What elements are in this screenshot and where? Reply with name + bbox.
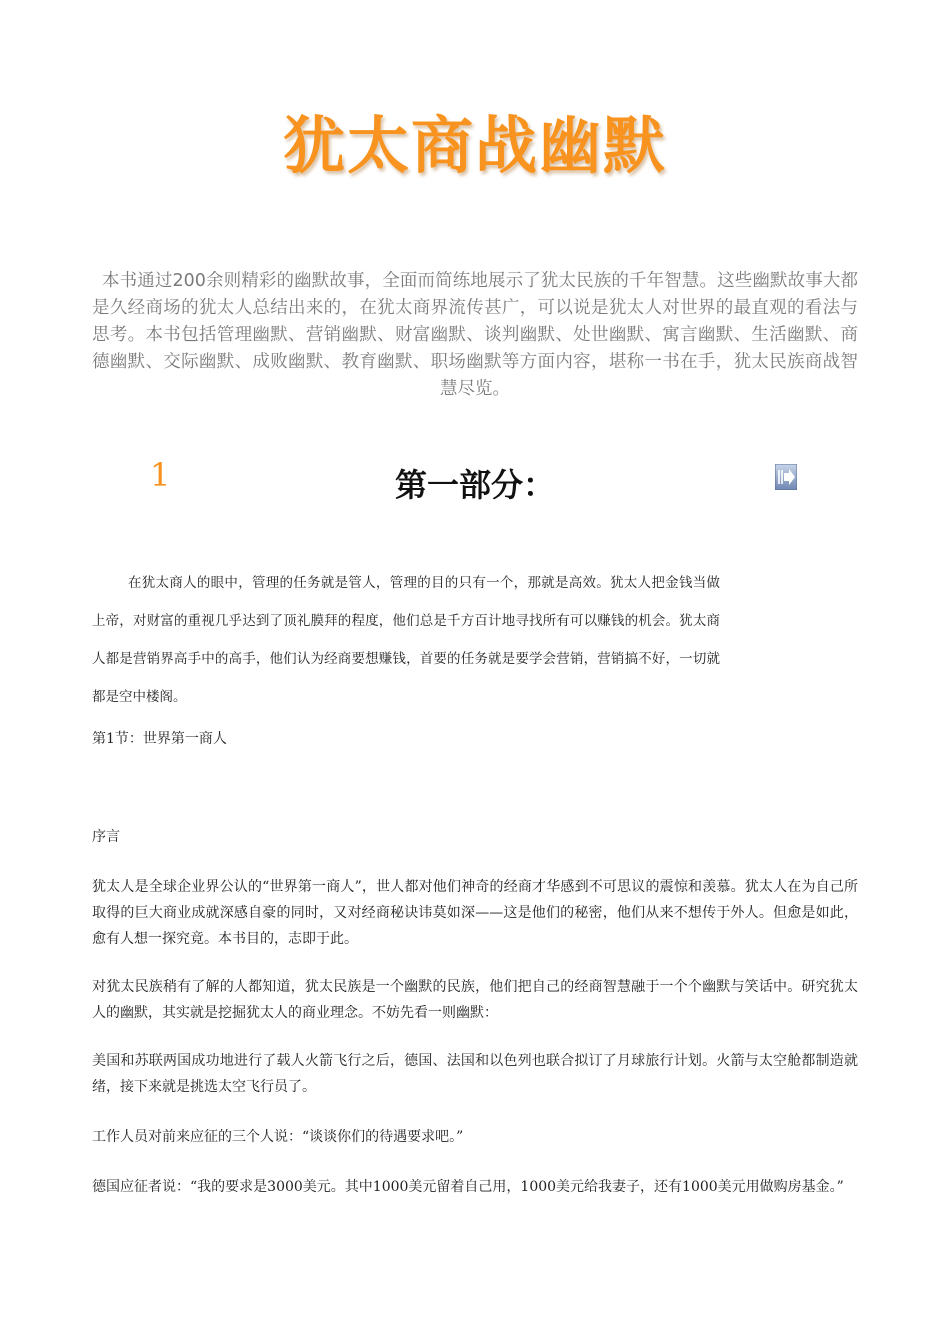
part-number: 1	[150, 456, 171, 494]
part-title: 第一部分：	[394, 466, 555, 504]
preface-heading: 序言	[92, 829, 120, 845]
paragraph: 工作人员对前来应征的三个人说：“谈谈你们的待遇要求吧。”	[92, 1129, 464, 1145]
part-header	[0, 452, 950, 512]
part-summary	[92, 564, 720, 716]
section-title: 第1节：世界第一商人	[92, 731, 227, 747]
arrow-right-icon[interactable]	[775, 464, 797, 490]
book-title: 犹太商战幽默	[282, 109, 667, 182]
paragraph: 对犹太民族稍有了解的人都知道，犹太民族是一个幽默的民族，他们把自己的经商智慧融于一个个幽默与笑话中。研究犹太人的幽默，其实就是挖掘犹太人的商业理念。不妨先看一则幽默：	[92, 979, 858, 1021]
summary-text: 在犹太商人的眼中，管理的任务就是管人，管理的目的只有一个，那就是高效。犹太人把金钱当做上帝，对财富的重视几乎达到了顶礼膜拜的程度，他们总是千方百计地寻找所有可以赚钱的机会。犹太商人都是营销界高手中的高手，他们认为经商要想赚钱，首要的任务就是要学会营销，营销搞不好，一切就都是空中楼阁。	[92, 575, 720, 705]
book-intro: 本书通过200余则精彩的幽默故事，全面而简练地展示了犹太民族的千年智慧。这些幽默故事大都是久经商场的犹太人总结出来的，在犹太商界流传甚广，可以说是犹太人对世界的最直观的看法与思考。本书包括管理幽默、营销幽默、财富幽默、谈判幽默、处世幽默、寓言幽默、生活幽默、商德幽默、交际幽默、成败幽默、教育幽默、职场幽默等方面内容，堪称一书在手，犹太民族商战智慧尽览。	[92, 271, 858, 399]
paragraph: 犹太人是全球企业界公认的“世界第一商人”，世人都对他们神奇的经商才华感到不可思议的震惊和羡慕。犹太人在为自己所取得的巨大商业成就深感自豪的同时，又对经商秘诀讳莫如深——这是他们的秘密，他们从来不想传于外人。但愈是如此，愈有人想一探究竟。本书目的，志即于此。	[92, 879, 858, 947]
paragraph: 德国应征者说：“我的要求是3000美元。其中1000美元留着自己用，1000美元给我妻子，还有1000美元用做购房基金。”	[92, 1179, 844, 1195]
paragraph: 美国和苏联两国成功地进行了载人火箭飞行之后，德国、法国和以色列也联合拟订了月球旅行计划。火箭与太空舱都制造就绪，接下来就是挑选太空飞行员了。	[92, 1053, 858, 1095]
